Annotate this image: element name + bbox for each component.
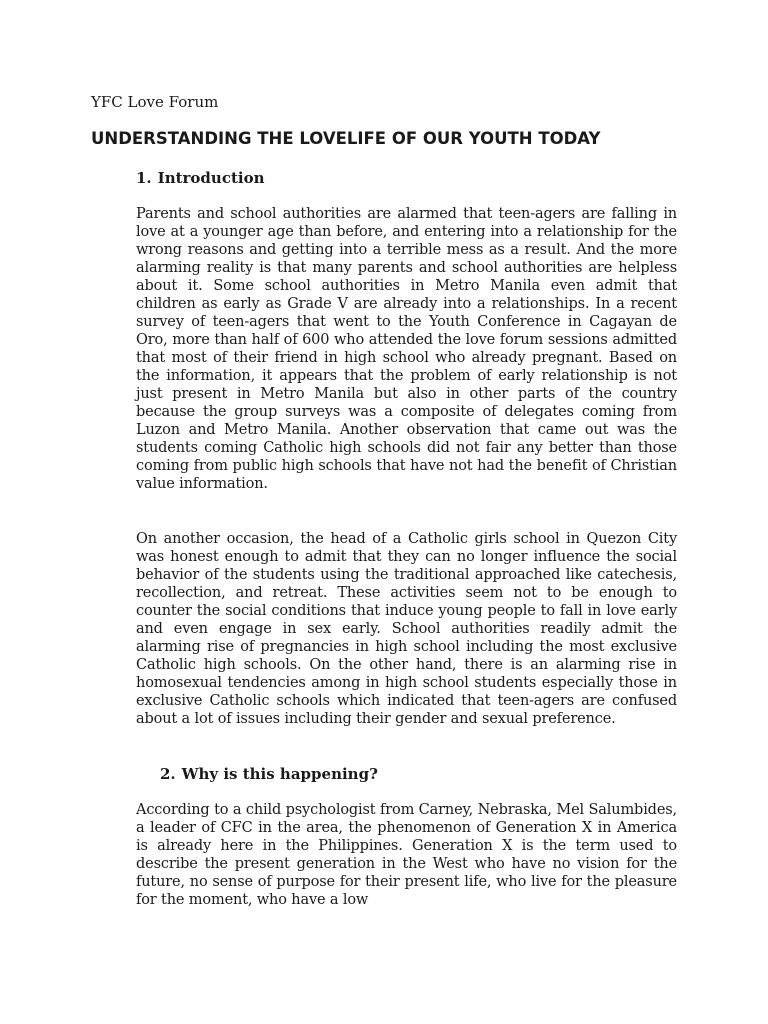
paragraph: According to a child psychologist from Carney, Nebraska, Mel Salumbides, a leader of CFC in the area, the phenomenon of Generation X in America is already here in the Philippines. Generation X is the term used to describe the present generation in the West who have no vision for the future, no sense of purpose for their present life, who live for the pleasure for the moment, who have a low <box>136 802 677 908</box>
section-heading-introduction <box>136 168 265 188</box>
section-title: Why is this happening? <box>181 765 378 783</box>
section-number: 1. <box>136 169 152 187</box>
paragraph: Parents and school authorities are alarmed that teen-agers are falling in love at a younger age than before, and entering into a relationship for the wrong reasons and getting into a terrible mess as a result. And the more alarming reality is that many parents and school authorities are helpless about it. Some school authorities in Metro Manila even admit that children as early as Grade V are already into a relationships. In a recent survey of teen-agers that went to the Youth Conference in Cagayan de Oro, more than half of 600 who attended the love forum sessions admitted that most of their friend in high school who already pregnant. Based on the information, it appears that the problem of early relationship is not just present in Metro Manila but also in other parts of the country because the group surveys was a composite of delegates coming from Luzon and Metro Manila. Another observation that came out was the students coming Catholic high schools did not fair any better than those coming from public high schools that have not had the benefit of Christian value information. <box>136 206 677 492</box>
section-title: Introduction <box>157 169 265 187</box>
document-title: UNDERSTANDING THE LOVELIFE OF OUR YOUTH TODAY <box>91 129 601 148</box>
section-heading-why <box>160 764 378 784</box>
paragraph: On another occasion, the head of a Catholic girls school in Quezon City was honest enough to admit that they can no longer influence the social behavior of the students using the traditional approached like catechesis, recollection, and retreat. These activities seem not to be enough to counter the social conditions that induce young people to fall in love early and even engage in sex early. School authorities readily admit the alarming rise of pregnancies in high school including the most exclusive Catholic high schools. On the other hand, there is an alarming rise in homosexual tendencies among in high school students especially those in exclusive Catholic schools which indicated that teen-agers are confused about a lot of issues including their gender and sexual preference. <box>136 531 677 727</box>
organization-line: YFC Love Forum <box>91 93 219 111</box>
section-number: 2. <box>160 765 176 783</box>
